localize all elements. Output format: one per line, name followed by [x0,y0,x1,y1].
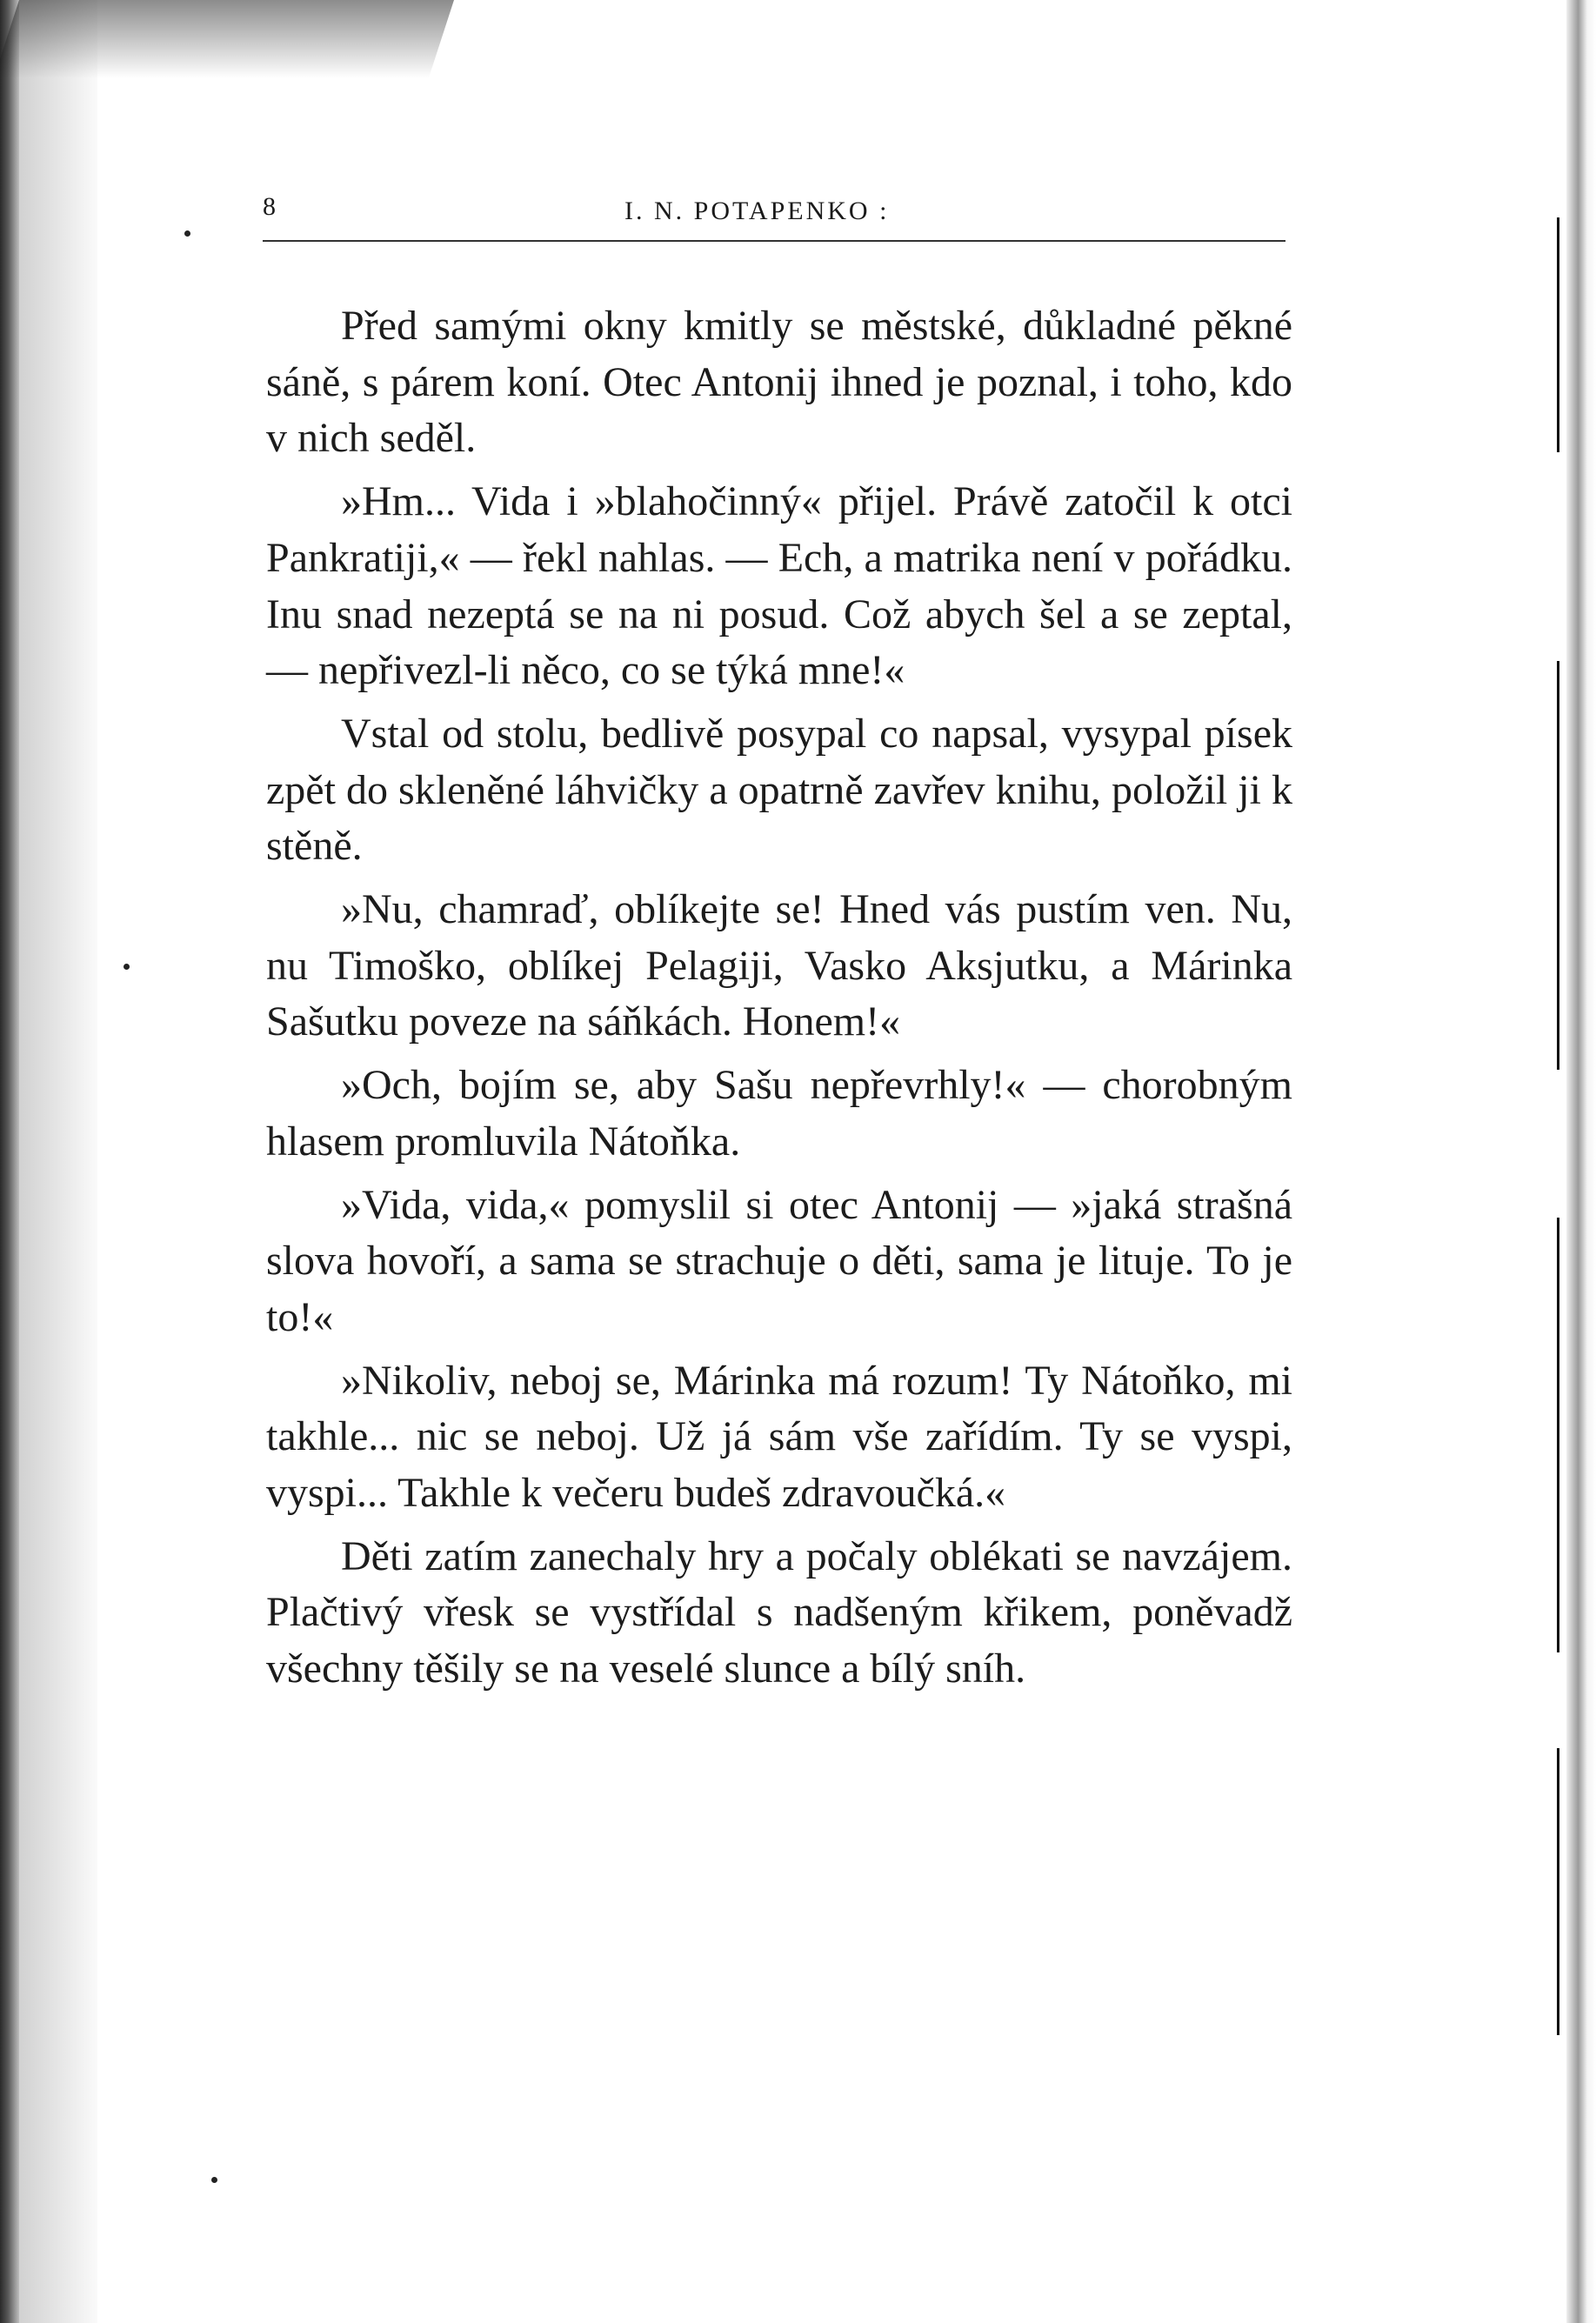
body-text [266,298,1292,1705]
scan-edge-mark [1557,217,1559,452]
scan-speck [124,964,130,970]
scan-speck [184,230,190,237]
paragraph: »Nikoliv, neboj se, Márinka má rozum! Ty Nátoňko, mi takhle... nic se neboj. Už já sám vše zařídím. Ty se vyspi, vyspi... Takhle k večeru budeš zdravoučká.« [266,1357,1292,1517]
paragraph: »Och, bojím se, aby Sašu nepřevrhly!« — chorobným hlasem promluvila Nátoňka. [266,1062,1292,1165]
scan-top-shadow [0,0,454,78]
scan-edge-mark [1557,661,1559,1070]
paragraph: Děti zatím zanechaly hry a počaly oblékati se navzájem. Plačtivý vřesk se vystřídal s nadšeným křikem, poněvadž všechny těšily se na veselé slunce a bílý sníh. [266,1532,1292,1692]
scan-edge-mark [1557,1748,1559,2035]
paragraph: Vstal od stolu, bedlivě posypal co napsal, vysypal písek zpět do skleněné láhvičky a opatrně zavřev knihu, položil ji k stěně. [266,710,1292,870]
header-rule [263,240,1285,242]
scan-left-edge [0,0,19,2323]
scan-right-edge [1566,0,1596,2323]
running-head: I. N. POTAPENKO : [624,197,890,225]
paragraph: Před samými okny kmitly se městské, důkladné pěkné sáně, s párem koní. Otec Antonij ihned je poznal, i toho, kdo v nich seděl. [266,303,1292,462]
paragraph: »Hm... Vida i »blahočinný« přijel. Právě zatočil k otci Pankratiji,« — řekl nahlas. — Ech, a matrika není v pořádku. Inu snad nezeptá se na ni posud. Což abych šel a se zeptal, — nepřivezl-li něco, co se týká mne!« [266,478,1292,694]
paragraph: »Vida, vida,« pomyslil si otec Antonij — »jaká strašná slova hovoří, a sama se strachuje o děti, sama je lituje. To je to!« [266,1181,1292,1340]
scan-speck [211,2177,217,2183]
scan-left-shadow [19,0,97,2323]
scan-edge-mark [1557,1218,1559,1652]
page-number: 8 [263,192,277,221]
paragraph: »Nu, chamraď, oblíkejte se! Hned vás pustím ven. Nu, nu Timoško, oblíkej Pelagiji, Vasko Aksjutku, a Márinka Sašutku poveze na sáňkách. Honem!« [266,886,1292,1045]
